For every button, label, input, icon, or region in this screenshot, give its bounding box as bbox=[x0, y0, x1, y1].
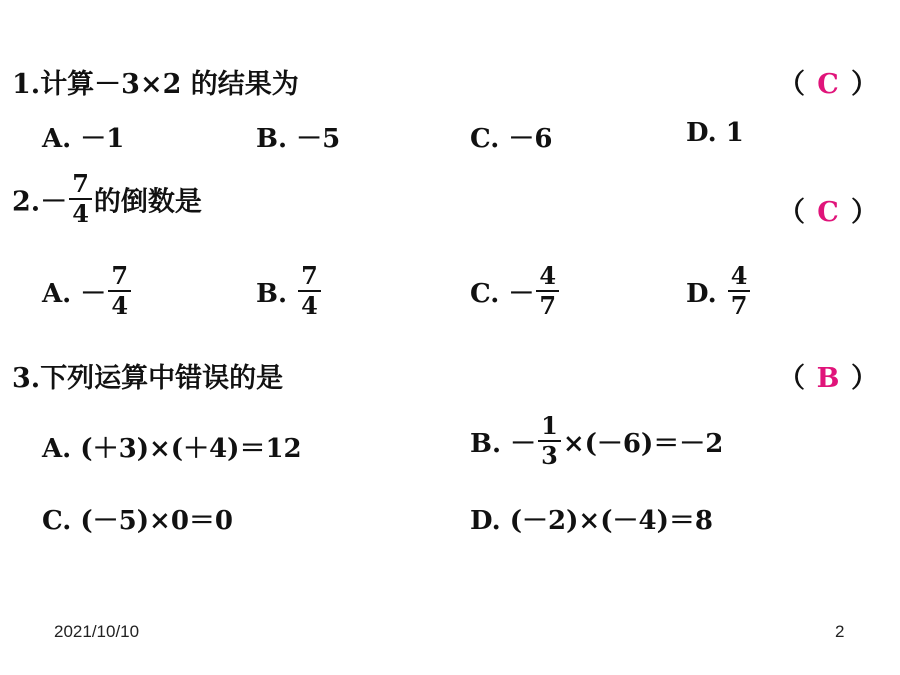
paren-open: （ bbox=[778, 363, 805, 394]
fraction-denominator: 4 bbox=[301, 291, 318, 320]
question-2-stem bbox=[12, 169, 202, 230]
question-text: 计算－3×2 的结果为 bbox=[40, 69, 299, 100]
fraction-numerator: 7 bbox=[298, 264, 321, 292]
fraction-numerator: 7 bbox=[69, 172, 92, 200]
question-3-stem bbox=[12, 356, 283, 395]
fraction bbox=[69, 169, 92, 228]
fraction-numerator: 4 bbox=[728, 264, 751, 292]
option-value: －5 bbox=[296, 124, 341, 154]
option-label: A. bbox=[42, 124, 72, 154]
footer-date: 2021/10/10 bbox=[54, 622, 140, 641]
question-3-option-b bbox=[470, 411, 724, 472]
option-value: －1 bbox=[80, 124, 125, 154]
page-number: 2 bbox=[835, 622, 845, 641]
question-number: 3. bbox=[12, 363, 41, 394]
minus-sign: － bbox=[80, 279, 107, 309]
option-label: C. bbox=[42, 506, 72, 536]
paren-open: （ bbox=[778, 69, 805, 100]
question-2-option-c bbox=[470, 261, 561, 322]
fraction bbox=[298, 261, 321, 320]
option-label: D. bbox=[686, 279, 717, 309]
question-1-option-b bbox=[256, 118, 340, 155]
fraction-denominator: 4 bbox=[111, 291, 129, 320]
answer-letter: C bbox=[817, 197, 839, 228]
question-1-option-d bbox=[686, 118, 744, 148]
answer-letter: C bbox=[817, 69, 839, 100]
question-text: 下列运算中错误的是 bbox=[40, 363, 284, 394]
question-text: 的倒数是 bbox=[93, 186, 202, 218]
question-number: 1. bbox=[12, 69, 41, 100]
option-value: ×(－6)＝－2 bbox=[562, 429, 724, 459]
option-value: －6 bbox=[508, 124, 553, 154]
question-number: 2. bbox=[12, 186, 41, 218]
fraction-denominator: 7 bbox=[539, 291, 557, 320]
paren-close: ） bbox=[851, 197, 878, 228]
fraction-numerator: 1 bbox=[538, 414, 561, 442]
option-label: B. bbox=[256, 279, 288, 309]
fraction bbox=[538, 411, 561, 470]
question-3-option-c bbox=[42, 500, 233, 537]
paren-open: （ bbox=[778, 197, 805, 228]
answer-3 bbox=[778, 356, 878, 395]
question-1-option-c bbox=[470, 118, 552, 155]
paren-close: ） bbox=[851, 69, 878, 100]
question-2-option-a bbox=[42, 261, 133, 322]
question-2-option-b bbox=[256, 261, 323, 322]
paren-close: ） bbox=[851, 363, 878, 394]
option-label: C. bbox=[470, 124, 500, 154]
option-label: D. bbox=[686, 118, 717, 148]
fraction bbox=[728, 261, 751, 320]
question-3-option-d bbox=[470, 500, 713, 537]
fraction-numerator: 7 bbox=[108, 264, 131, 292]
fraction-denominator: 4 bbox=[72, 199, 89, 228]
option-label: B. bbox=[470, 429, 502, 459]
minus-sign: － bbox=[40, 186, 68, 218]
answer-1 bbox=[778, 62, 878, 101]
question-1-stem bbox=[12, 62, 299, 101]
minus-sign: － bbox=[508, 279, 535, 309]
option-label: A. bbox=[42, 279, 72, 309]
answer-2 bbox=[778, 190, 878, 229]
minus-sign: － bbox=[510, 429, 537, 459]
question-1-option-a bbox=[42, 118, 124, 155]
question-2-option-d bbox=[686, 261, 752, 322]
answer-letter: B bbox=[816, 363, 840, 394]
fraction-denominator: 7 bbox=[730, 291, 748, 320]
fraction bbox=[536, 261, 559, 320]
option-label: A. bbox=[42, 434, 72, 464]
option-value: (－5)×0＝0 bbox=[80, 506, 234, 536]
question-3-option-a bbox=[42, 428, 302, 465]
fraction-numerator: 4 bbox=[536, 264, 559, 292]
option-value: (＋3)×(＋4)＝12 bbox=[80, 434, 302, 464]
option-label: D. bbox=[470, 506, 501, 536]
option-value: (－2)×(－4)＝8 bbox=[509, 506, 713, 536]
option-label: B. bbox=[256, 124, 288, 154]
fraction bbox=[108, 261, 131, 320]
option-label: C. bbox=[470, 279, 500, 309]
fraction-denominator: 3 bbox=[541, 441, 558, 470]
option-value: 1 bbox=[725, 118, 744, 148]
